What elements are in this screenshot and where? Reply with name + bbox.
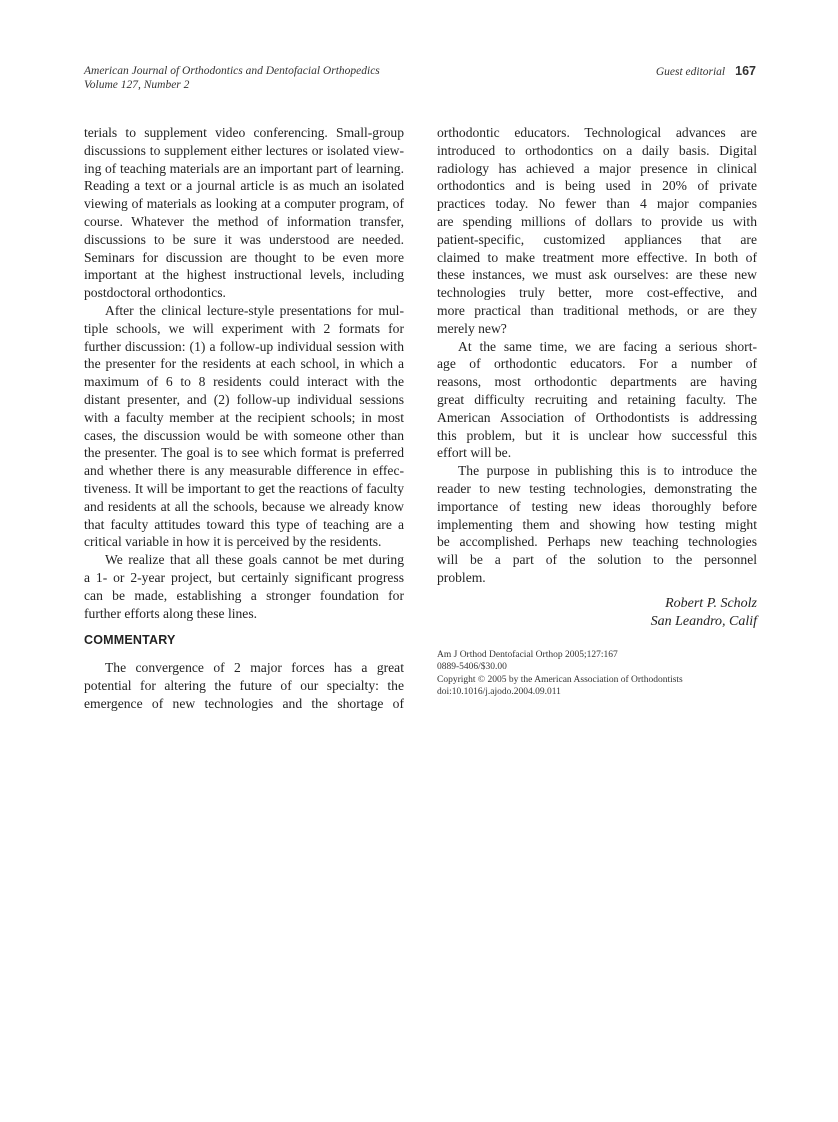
text-line: importance of testing new ideas thoroughly before — [437, 498, 757, 514]
text-line: with a faculty member at the recipient schools; in most — [84, 409, 404, 425]
text-line: cases, the discussion would be with someone other than — [84, 427, 404, 443]
text-line: course. Whatever the method of information transfer, — [84, 213, 404, 229]
text-line: reader to new testing technologies, demonstrating the — [437, 480, 757, 496]
text-line: and whether there is any measurable difference in effec- — [84, 463, 404, 479]
text-line: viewing of materials as looking at a computer program, of — [84, 196, 404, 212]
text-line: Reading a text or a journal article is as much an isolated — [84, 178, 404, 194]
section-heading: COMMENTARY — [84, 633, 176, 648]
text-line: potential for altering the future of our specialty: the — [84, 677, 404, 693]
journal-title: American Journal of Orthodontics and Dentofacial Orthopedics — [84, 65, 380, 77]
text-line: that faculty attitudes toward this type of teaching are a — [84, 516, 404, 532]
text-line: After the clinical lecture-style presentations for mul- — [105, 302, 404, 318]
text-line: The purpose in publishing this is to introduce the — [458, 463, 757, 479]
running-header-right — [656, 64, 756, 79]
text-line: tiveness. It will be important to get the reactions of faculty — [84, 480, 404, 496]
paragraph — [84, 302, 404, 551]
text-line: effort will be. — [437, 445, 512, 461]
paragraph — [84, 551, 404, 622]
journal-volume: Volume 127, Number 2 — [84, 79, 190, 91]
text-line: postdoctoral orthodontics. — [84, 285, 226, 301]
author-name: Robert P. Scholz — [665, 595, 757, 611]
text-line: this problem, but it is unclear how successful this — [437, 427, 757, 443]
text-line: At the same time, we are facing a serious short- — [458, 338, 757, 354]
text-line: claimed to make treatment more effective. In both of — [437, 249, 757, 265]
text-line: problem. — [437, 569, 486, 585]
text-line: these instances, we must ask ourselves: are these new — [437, 267, 757, 283]
text-line: maximum of 6 to 8 residents could interact with the — [84, 374, 404, 390]
text-line: American Association of Orthodontists is addressing — [437, 409, 757, 425]
text-line: distant presenter, and (2) follow-up individual sessions — [84, 391, 404, 407]
citation-line: doi:10.1016/j.ajodo.2004.09.011 — [437, 687, 561, 698]
text-line: technologies truly better, more cost-effective, and — [437, 285, 757, 301]
text-line: important at the highest instructional levels, including — [84, 267, 404, 283]
text-line: orthodontics and is being used in 20% of private — [437, 178, 757, 194]
text-line: discussions to be sure it was understood are needed. — [84, 231, 404, 247]
text-line: implementing them and showing how testing might — [437, 516, 757, 532]
text-line: will be a part of the solution to the personnel — [437, 552, 757, 568]
running-header-left — [84, 64, 380, 92]
text-line: tiple schools, we will experiment with 2 formats for — [84, 320, 404, 336]
paragraph — [437, 338, 757, 463]
right-column — [437, 124, 757, 699]
text-line: radiology has achieved a major presence in clinical — [437, 160, 757, 176]
text-line: can be made, establishing a stronger foundation for — [84, 587, 404, 603]
text-line: emergence of new technologies and the shortage of — [84, 695, 404, 711]
text-line: ing of teaching materials are an important part of learning. — [84, 160, 404, 176]
text-line: great difficulty recruiting and retaining faculty. The — [437, 391, 757, 407]
text-line: The convergence of 2 major forces has a great — [105, 660, 404, 676]
section-title: Guest editorial — [655, 66, 726, 78]
text-line: the presenter. The goal is to see which format is preferred — [84, 445, 404, 461]
text-line: reasons, most orthodontic departments are having — [437, 374, 757, 390]
text-line: critical variable in how it is perceived by the residents. — [84, 534, 382, 550]
text-line: the presenter for the residents at each school, in which a — [84, 356, 404, 372]
page-number: 167 — [735, 64, 756, 78]
citation-block — [437, 649, 757, 699]
paragraph — [84, 124, 404, 302]
citation-line: Copyright © 2005 by the American Association of Orthodontists — [437, 674, 683, 685]
text-line: and residents at all the schools, because we already know — [84, 498, 404, 514]
text-line: orthodontic educators. Technological advances are — [437, 125, 757, 140]
citation-line: Am J Orthod Dentofacial Orthop 2005;127:167 — [437, 649, 618, 660]
citation-line: 0889-5406/$30.00 — [437, 662, 507, 673]
text-line: Seminars for discussion are thought to be even more — [84, 249, 404, 265]
text-line: merely new? — [437, 320, 507, 336]
text-line: age of orthodontic educators. For a number of — [437, 356, 757, 372]
text-line: more practical than traditional methods, or are they — [437, 302, 757, 318]
text-line: We realize that all these goals cannot be met during — [105, 552, 404, 568]
text-line: a 1- or 2-year project, but certainly significant progress — [84, 569, 404, 585]
text-line: are spending millions of dollars to provide us with — [437, 213, 757, 229]
text-line: patient-specific, customized appliances that are — [437, 231, 757, 247]
text-line: discussions to supplement either lectures or isolated view- — [84, 142, 404, 158]
paragraph — [437, 462, 757, 587]
text-line: further discussion: (1) a follow-up individual session with — [84, 338, 404, 354]
text-line: be accomplished. Perhaps new teaching technologies — [437, 534, 757, 550]
paragraph — [84, 659, 404, 712]
text-line: introduced to orthodontics on a daily basis. Digital — [437, 142, 757, 158]
text-line: further efforts along these lines. — [84, 605, 258, 621]
signature — [437, 595, 757, 631]
text-line: practices today. No fewer than 4 major companies — [437, 196, 757, 212]
left-column — [84, 124, 404, 713]
author-location: San Leandro, Calif — [650, 613, 757, 629]
text-line: terials to supplement video conferencing. Small-group — [84, 125, 404, 140]
paragraph — [437, 124, 757, 338]
